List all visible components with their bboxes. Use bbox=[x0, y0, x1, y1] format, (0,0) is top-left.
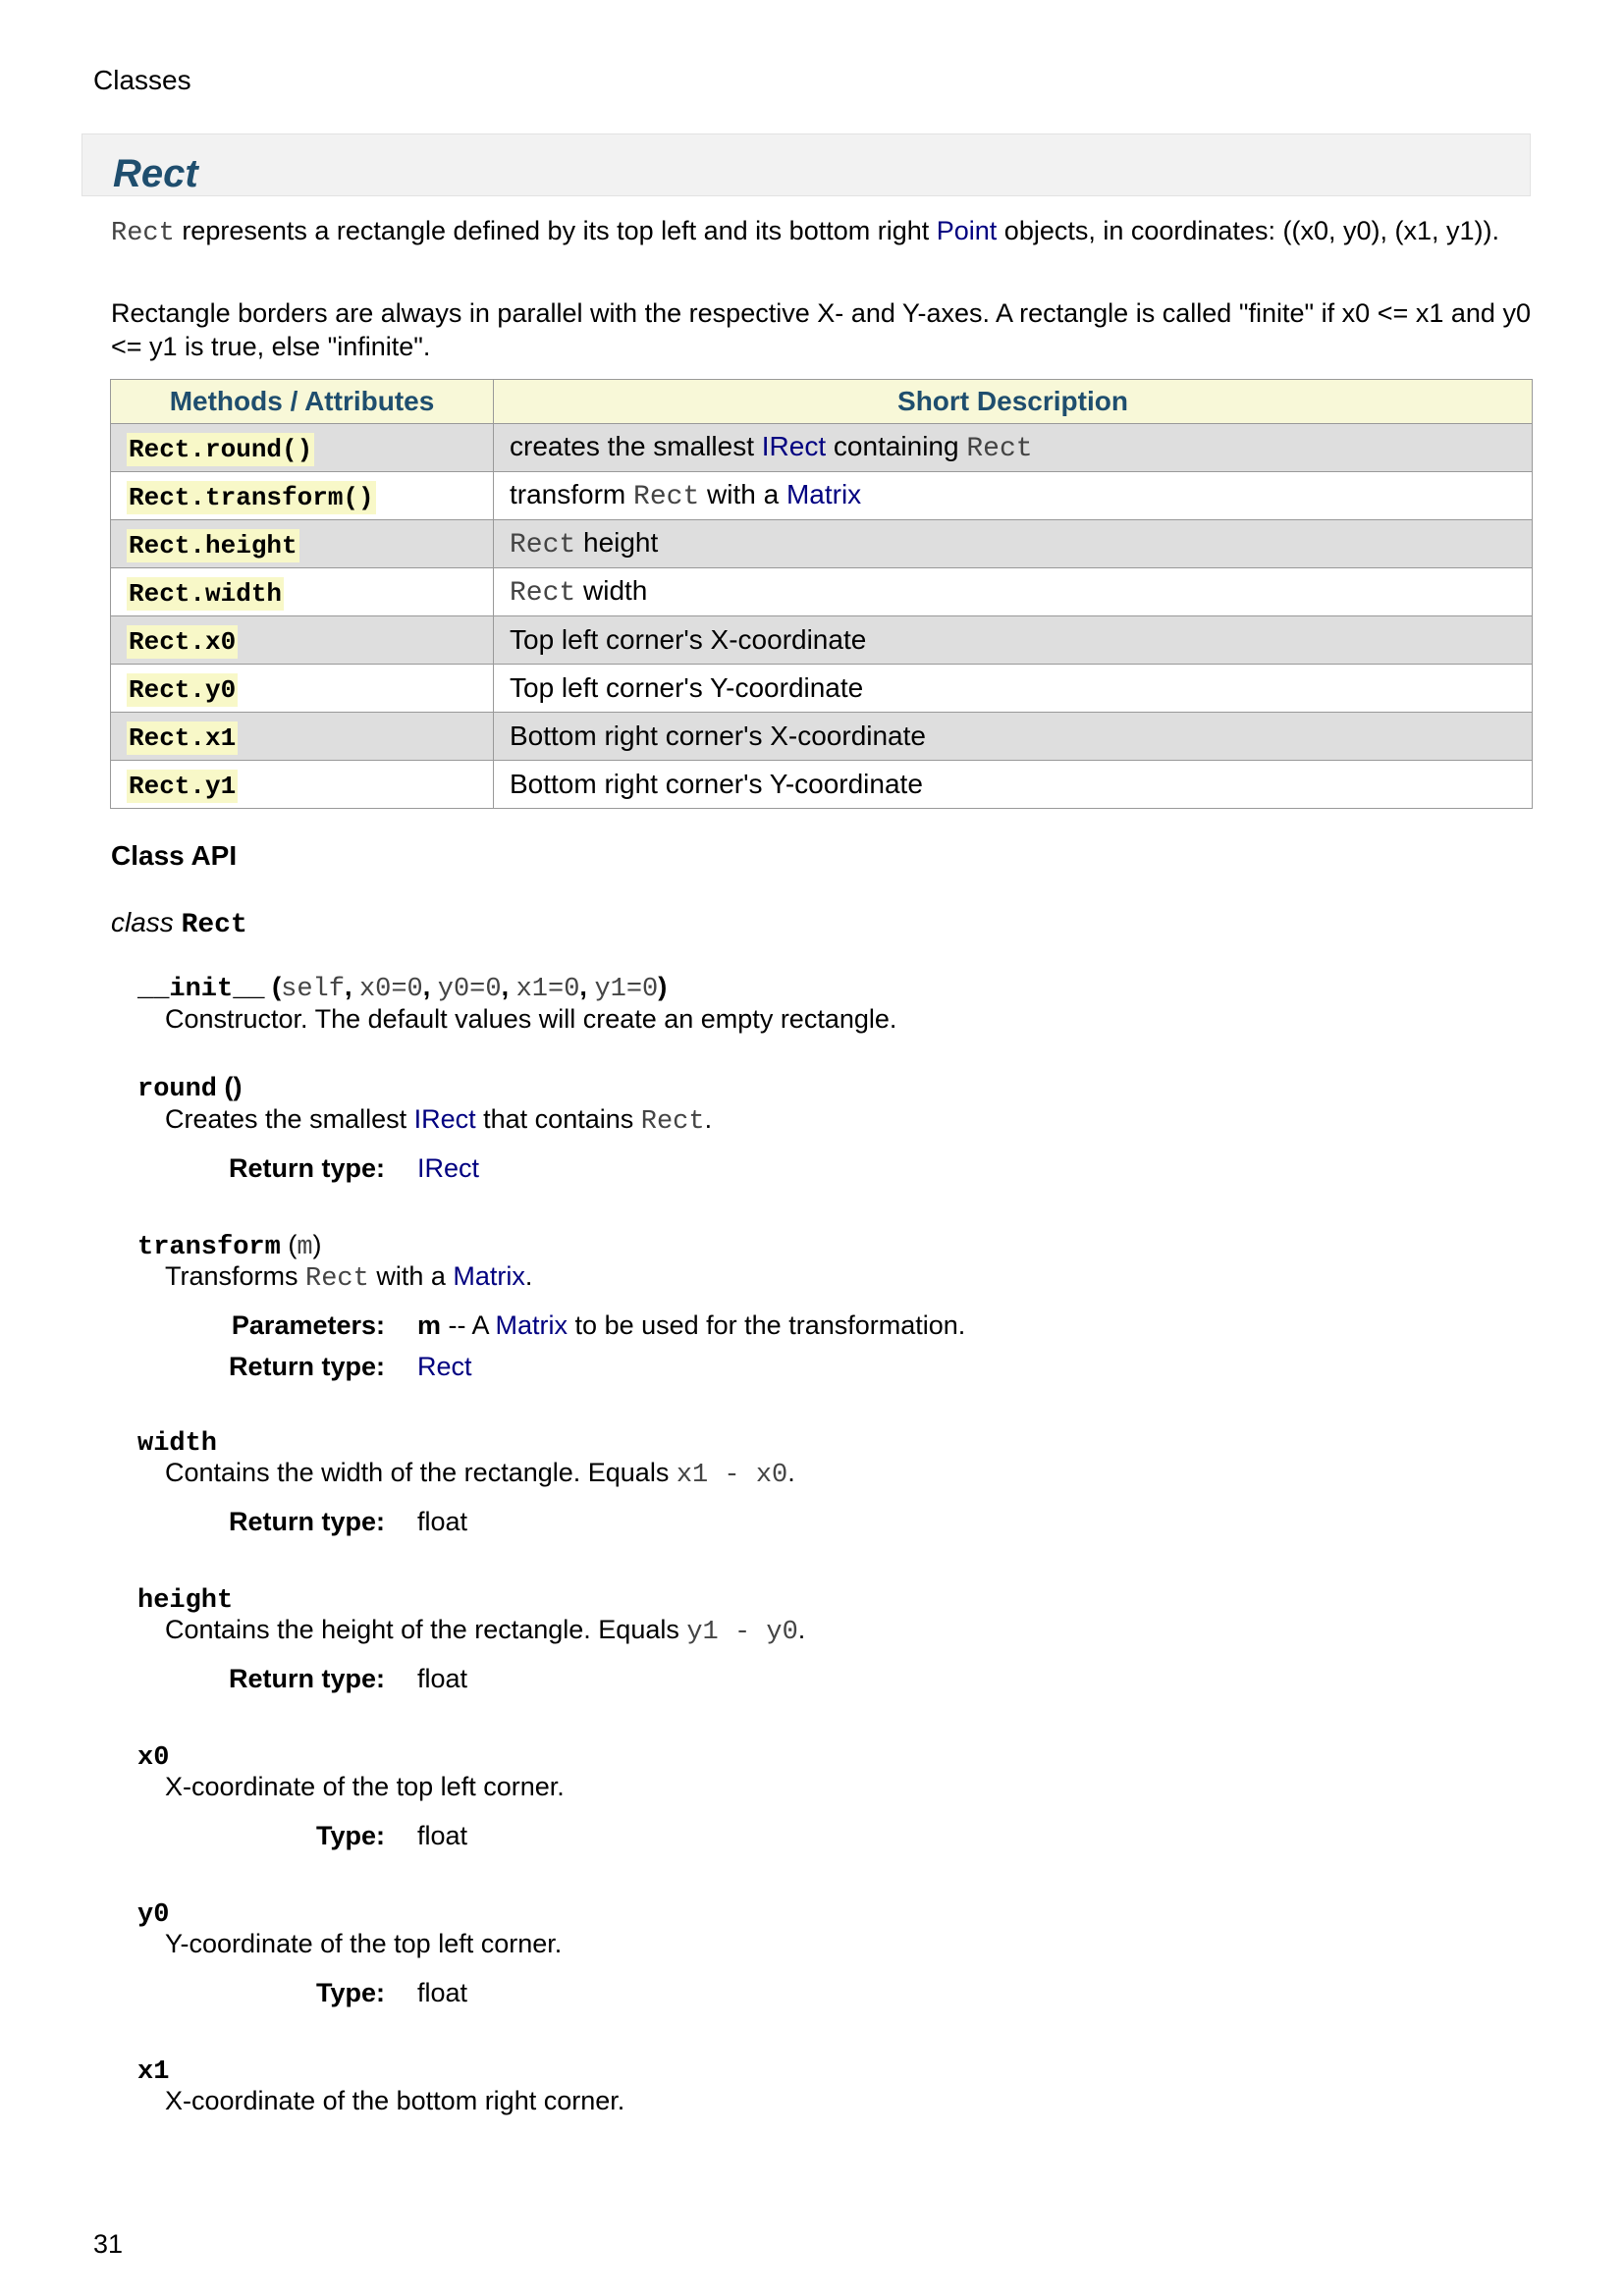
attr-name: width bbox=[137, 1429, 218, 1459]
x1-description: X-coordinate of the bottom right corner. bbox=[165, 2086, 625, 2115]
y0-description: Y-coordinate of the top left corner. bbox=[165, 1929, 563, 1958]
height-rtype-value: float bbox=[417, 1664, 468, 1693]
methods-attributes-table bbox=[110, 379, 1533, 809]
transform-signature bbox=[137, 1230, 322, 1262]
intro-paragraph-1 bbox=[111, 214, 1531, 250]
param: m bbox=[297, 1233, 313, 1262]
return-type-label: Return type: bbox=[228, 1352, 385, 1381]
attr-name: x1 bbox=[137, 2057, 170, 2087]
round-description bbox=[165, 1104, 712, 1137]
matrix-link[interactable]: Matrix bbox=[495, 1310, 568, 1340]
code-rect: Rect bbox=[111, 219, 175, 248]
text: . bbox=[797, 1615, 806, 1644]
class-api-heading: Class API bbox=[111, 840, 238, 871]
method-link-round[interactable]: Rect.round() bbox=[129, 434, 313, 464]
text: that contains bbox=[475, 1104, 641, 1134]
text: containing bbox=[826, 431, 967, 461]
text: with a bbox=[699, 479, 786, 509]
table-cell: Top left corner's Y-coordinate bbox=[494, 665, 1533, 713]
table-header-description: Short Description bbox=[494, 380, 1533, 424]
text: . bbox=[787, 1458, 795, 1487]
table-header-methods: Methods / Attributes bbox=[111, 380, 494, 424]
parameters-label: Parameters: bbox=[231, 1310, 385, 1340]
height-signature bbox=[137, 1583, 233, 1616]
return-type-label: Return type: bbox=[228, 1153, 385, 1183]
param: x1=0 bbox=[515, 975, 580, 1004]
matrix-link[interactable]: Matrix bbox=[785, 479, 862, 509]
width-rtype-value: float bbox=[417, 1507, 468, 1536]
width-signature bbox=[137, 1426, 217, 1459]
method-name: round bbox=[137, 1075, 218, 1104]
code-rect: Rect bbox=[510, 578, 576, 609]
init-signature: __init__ (self, x0=0, y0=0, x1=0, y1=0) bbox=[137, 972, 668, 1004]
text: width bbox=[575, 575, 648, 606]
attr-name: height bbox=[137, 1586, 234, 1616]
text: transform bbox=[510, 479, 634, 509]
table-row bbox=[111, 472, 1533, 520]
param: x0=0 bbox=[358, 975, 423, 1004]
table-cell: Top left corner's X-coordinate bbox=[494, 616, 1533, 665]
round-rtype-value bbox=[417, 1153, 479, 1184]
init-description: Constructor. The default values will create an empty rectangle. bbox=[165, 1004, 897, 1034]
text: -- A bbox=[441, 1310, 496, 1340]
rect-link[interactable]: Rect bbox=[417, 1352, 472, 1381]
table-row bbox=[111, 665, 1533, 713]
round-signature bbox=[137, 1072, 243, 1104]
attr-link-x1[interactable]: Rect.x1 bbox=[129, 722, 237, 753]
code-rect: Rect bbox=[510, 530, 576, 561]
paren: ) bbox=[658, 972, 668, 1001]
type-label: Type: bbox=[315, 1821, 385, 1850]
table-cell: Bottom right corner's X-coordinate bbox=[494, 713, 1533, 761]
height-description bbox=[165, 1615, 805, 1647]
method-link-transform[interactable]: Rect.transform() bbox=[129, 482, 374, 512]
attr-link-height[interactable]: Rect.height bbox=[129, 530, 298, 561]
param: y1=0 bbox=[594, 975, 659, 1004]
attr-name: y0 bbox=[137, 1900, 170, 1930]
text: . bbox=[704, 1104, 713, 1134]
table-row bbox=[111, 424, 1533, 472]
paren: ) bbox=[312, 1230, 322, 1259]
attr-link-x0[interactable]: Rect.x0 bbox=[129, 626, 237, 657]
paren: ( bbox=[264, 972, 282, 1001]
table-row bbox=[111, 713, 1533, 761]
param-name: m bbox=[417, 1310, 442, 1340]
table-row bbox=[111, 761, 1533, 809]
attr-link-width[interactable]: Rect.width bbox=[129, 578, 283, 609]
method-name: __init__ bbox=[137, 975, 265, 1004]
class-declaration bbox=[111, 907, 247, 940]
text: . bbox=[524, 1261, 533, 1291]
return-type-label: Return type: bbox=[228, 1507, 385, 1536]
x0-type-value: float bbox=[417, 1821, 468, 1850]
page-number: 31 bbox=[93, 2229, 124, 2259]
x0-description: X-coordinate of the top left corner. bbox=[165, 1772, 565, 1801]
text: Transforms bbox=[165, 1261, 306, 1291]
y0-type-value: float bbox=[417, 1978, 468, 2007]
table-row bbox=[111, 568, 1533, 616]
text: creates the smallest bbox=[510, 431, 762, 461]
section-title: Rect bbox=[113, 152, 198, 195]
param: self bbox=[281, 975, 345, 1004]
width-description bbox=[165, 1458, 795, 1490]
transform-params-value bbox=[417, 1310, 965, 1341]
param: y0=0 bbox=[437, 975, 502, 1004]
text: to be used for the transformation. bbox=[568, 1310, 966, 1340]
paren: () bbox=[217, 1072, 243, 1101]
text: objects, in coordinates: ((x0, y0), (x1, y1)). bbox=[997, 216, 1499, 245]
section-title-box bbox=[81, 133, 1531, 196]
text: Contains the height of the rectangle. Equals bbox=[165, 1615, 687, 1644]
code-rect: Rect bbox=[633, 482, 700, 512]
matrix-link[interactable]: Matrix bbox=[453, 1261, 525, 1291]
text: with a bbox=[368, 1261, 454, 1291]
point-link[interactable]: Point bbox=[936, 216, 998, 245]
table-row bbox=[111, 520, 1533, 568]
text: represents a rectangle defined by its top left and its bottom right bbox=[174, 216, 937, 245]
table-row bbox=[111, 616, 1533, 665]
transform-rtype-value bbox=[417, 1352, 472, 1382]
code-rect: Rect bbox=[305, 1264, 369, 1294]
y0-signature bbox=[137, 1897, 169, 1930]
attr-link-y0[interactable]: Rect.y0 bbox=[129, 674, 237, 705]
attr-name: x0 bbox=[137, 1743, 170, 1773]
x0-signature bbox=[137, 1740, 169, 1773]
method-name: transform bbox=[137, 1233, 281, 1262]
text: Contains the width of the rectangle. Equals bbox=[165, 1458, 677, 1487]
table-cell: Bottom right corner's Y-coordinate bbox=[494, 761, 1533, 809]
class-name: Rect bbox=[181, 910, 247, 940]
text: height bbox=[575, 527, 659, 558]
irect-link[interactable]: IRect bbox=[413, 1104, 476, 1134]
intro-paragraph-2: Rectangle borders are always in parallel with the respective X- and Y-axes. A rectangle is called "finite" if x0 <= x1 and y0 <= y1 is true, else "infinite". bbox=[111, 298, 1531, 361]
attr-link-y1[interactable]: Rect.y1 bbox=[129, 771, 237, 801]
code-rect: Rect bbox=[640, 1107, 705, 1137]
paren: ( bbox=[280, 1230, 298, 1259]
irect-link[interactable]: IRect bbox=[417, 1153, 480, 1183]
code-rect: Rect bbox=[966, 434, 1033, 464]
text: Creates the smallest bbox=[165, 1104, 414, 1134]
return-type-label: Return type: bbox=[228, 1664, 385, 1693]
type-label: Type: bbox=[315, 1978, 385, 2007]
code: y1 - y0 bbox=[686, 1618, 798, 1647]
code: x1 - x0 bbox=[676, 1461, 788, 1490]
x1-signature bbox=[137, 2055, 169, 2087]
running-header: Classes bbox=[93, 65, 191, 95]
transform-description bbox=[165, 1261, 532, 1294]
class-keyword: class bbox=[111, 907, 174, 937]
irect-link[interactable]: IRect bbox=[761, 431, 827, 461]
